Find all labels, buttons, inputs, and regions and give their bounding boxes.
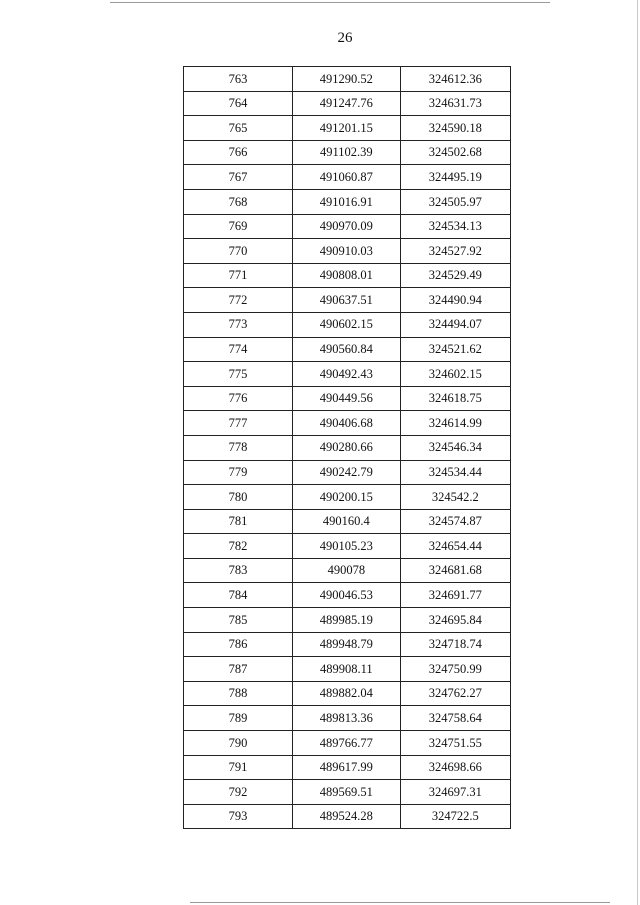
y-coordinate-cell: 324750.99 [400,657,510,682]
x-coordinate-cell: 490637.51 [293,288,400,313]
y-coordinate-cell: 324698.66 [400,755,510,780]
x-coordinate-cell: 490970.09 [293,214,400,239]
x-coordinate-cell: 489985.19 [293,608,400,633]
x-coordinate-cell: 490910.03 [293,239,400,264]
point-number-cell: 778 [184,435,293,460]
point-number-cell: 790 [184,731,293,756]
point-number-cell: 781 [184,509,293,534]
x-coordinate-cell: 490242.79 [293,460,400,485]
y-coordinate-cell: 324654.44 [400,534,510,559]
x-coordinate-cell: 489948.79 [293,632,400,657]
point-number-cell: 772 [184,288,293,313]
table-row [184,509,511,534]
y-coordinate-cell: 324546.34 [400,435,510,460]
table-row [184,312,511,337]
point-number-cell: 770 [184,239,293,264]
x-coordinate-cell: 490280.66 [293,435,400,460]
point-number-cell: 763 [184,67,293,92]
point-number-cell: 793 [184,804,293,829]
table-row [184,460,511,485]
x-coordinate-cell: 491290.52 [293,67,400,92]
table-row [184,657,511,682]
x-coordinate-cell: 489617.99 [293,755,400,780]
point-number-cell: 792 [184,780,293,805]
table-row [184,362,511,387]
table-row [184,386,511,411]
y-coordinate-cell: 324527.92 [400,239,510,264]
table-row [184,263,511,288]
y-coordinate-cell: 324494.07 [400,312,510,337]
y-coordinate-cell: 324618.75 [400,386,510,411]
point-number-cell: 789 [184,706,293,731]
y-coordinate-cell: 324529.49 [400,263,510,288]
table-row [184,189,511,214]
table-row [184,411,511,436]
table-row [184,485,511,510]
x-coordinate-cell: 490078 [293,558,400,583]
point-number-cell: 783 [184,558,293,583]
x-coordinate-cell: 490200.15 [293,485,400,510]
point-number-cell: 779 [184,460,293,485]
x-coordinate-cell: 491060.87 [293,165,400,190]
table-row [184,91,511,116]
x-coordinate-cell: 490602.15 [293,312,400,337]
point-number-cell: 784 [184,583,293,608]
point-number-cell: 774 [184,337,293,362]
table-row [184,755,511,780]
y-coordinate-cell: 324542.2 [400,485,510,510]
scan-border-right [637,0,638,905]
y-coordinate-cell: 324574.87 [400,509,510,534]
point-number-cell: 767 [184,165,293,190]
x-coordinate-cell: 491016.91 [293,189,400,214]
x-coordinate-cell: 489882.04 [293,681,400,706]
coordinates-table-body [184,67,511,829]
point-number-cell: 777 [184,411,293,436]
point-number-cell: 791 [184,755,293,780]
x-coordinate-cell: 489813.36 [293,706,400,731]
y-coordinate-cell: 324751.55 [400,731,510,756]
table-row [184,583,511,608]
y-coordinate-cell: 324762.27 [400,681,510,706]
page-number: 26 [337,30,353,46]
y-coordinate-cell: 324502.68 [400,140,510,165]
y-coordinate-cell: 324490.94 [400,288,510,313]
point-number-cell: 765 [184,116,293,141]
table-row [184,731,511,756]
table-row [184,681,511,706]
x-coordinate-cell: 489766.77 [293,731,400,756]
point-number-cell: 782 [184,534,293,559]
y-coordinate-cell: 324614.99 [400,411,510,436]
y-coordinate-cell: 324631.73 [400,91,510,116]
y-coordinate-cell: 324758.64 [400,706,510,731]
table-row [184,67,511,92]
table-row [184,534,511,559]
x-coordinate-cell: 491102.39 [293,140,400,165]
x-coordinate-cell: 490046.53 [293,583,400,608]
point-number-cell: 771 [184,263,293,288]
x-coordinate-cell: 490492.43 [293,362,400,387]
point-number-cell: 788 [184,681,293,706]
y-coordinate-cell: 324505.97 [400,189,510,214]
point-number-cell: 766 [184,140,293,165]
table-row [184,239,511,264]
table-row [184,780,511,805]
x-coordinate-cell: 491247.76 [293,91,400,116]
table-row [184,608,511,633]
coordinates-table [183,66,511,829]
y-coordinate-cell: 324534.44 [400,460,510,485]
table-row [184,558,511,583]
point-number-cell: 785 [184,608,293,633]
table-row [184,140,511,165]
y-coordinate-cell: 324602.15 [400,362,510,387]
point-number-cell: 769 [184,214,293,239]
y-coordinate-cell: 324695.84 [400,608,510,633]
table-row [184,804,511,829]
point-number-cell: 776 [184,386,293,411]
x-coordinate-cell: 489908.11 [293,657,400,682]
point-number-cell: 764 [184,91,293,116]
y-coordinate-cell: 324718.74 [400,632,510,657]
point-number-cell: 786 [184,632,293,657]
table-row [184,706,511,731]
x-coordinate-cell: 489524.28 [293,804,400,829]
y-coordinate-cell: 324495.19 [400,165,510,190]
table-row [184,165,511,190]
point-number-cell: 787 [184,657,293,682]
y-coordinate-cell: 324534.13 [400,214,510,239]
table-row [184,337,511,362]
y-coordinate-cell: 324681.68 [400,558,510,583]
x-coordinate-cell: 490160.4 [293,509,400,534]
table-row [184,288,511,313]
x-coordinate-cell: 490105.23 [293,534,400,559]
x-coordinate-cell: 490560.84 [293,337,400,362]
x-coordinate-cell: 490406.68 [293,411,400,436]
x-coordinate-cell: 490449.56 [293,386,400,411]
y-coordinate-cell: 324722.5 [400,804,510,829]
y-coordinate-cell: 324521.62 [400,337,510,362]
y-coordinate-cell: 324612.36 [400,67,510,92]
y-coordinate-cell: 324697.31 [400,780,510,805]
point-number-cell: 780 [184,485,293,510]
x-coordinate-cell: 489569.51 [293,780,400,805]
point-number-cell: 773 [184,312,293,337]
y-coordinate-cell: 324590.18 [400,116,510,141]
table-row [184,116,511,141]
table-row [184,435,511,460]
table-row [184,632,511,657]
scan-border-top [110,2,550,3]
point-number-cell: 775 [184,362,293,387]
y-coordinate-cell: 324691.77 [400,583,510,608]
point-number-cell: 768 [184,189,293,214]
x-coordinate-cell: 491201.15 [293,116,400,141]
table-row [184,214,511,239]
x-coordinate-cell: 490808.01 [293,263,400,288]
scan-border-bottom [190,902,610,903]
